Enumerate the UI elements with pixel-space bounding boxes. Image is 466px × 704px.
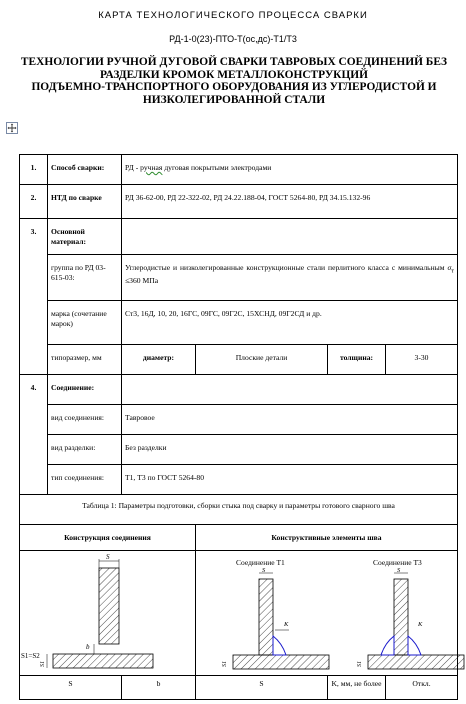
row-value: РД 36-62-00, РД 22-322-02, РД 24.22.188-04, ГОСТ 5264-80, РД 34.15.132-96	[122, 185, 458, 219]
row-value: РД - ручная дуговая покрытыми электродами	[122, 155, 458, 185]
title-line-2: РАЗДЕЛКИ КРОМОК МЕТАЛЛОКОНСТРУКЦИЙ	[99, 68, 369, 81]
row-material-size	[20, 345, 458, 375]
table1-figures-row	[20, 551, 458, 676]
row-material-grade	[20, 301, 458, 345]
param-tolerance: Откл.	[386, 676, 458, 700]
weld-elements-diagram	[196, 551, 466, 675]
title-line-3: ПОДЪЕМНО-ТРАНСПОРТНОГО ОБОРУДОВАНИЯ ИЗ УГЛЕРОДИСТОЙ И	[31, 81, 437, 93]
sub-value: Тавровое	[122, 405, 458, 435]
row-material-group	[20, 255, 458, 301]
row-standards	[20, 185, 458, 219]
sub-value: Т1, Т3 по ГОСТ 5264-80	[122, 465, 458, 495]
document-code: РД-1-0(23)-ПТО-Т(ос,дс)-Т1/Т3	[169, 34, 297, 44]
param-s2: S	[196, 676, 328, 700]
row-number: 4.	[20, 375, 48, 495]
col-weld-elements: Конструктивные элементы шва	[196, 525, 458, 551]
diameter-label: диаметр:	[122, 345, 196, 375]
table1-caption: Таблица 1: Параметры подготовки, сборки стыка под сварку и параметры готового сварного шва	[20, 495, 458, 525]
param-s: S	[20, 676, 122, 700]
row-number: 1.	[20, 155, 48, 185]
move-anchor-icon[interactable]	[6, 122, 18, 134]
row-joint	[20, 375, 458, 405]
t1-s1-label: S1	[222, 661, 228, 667]
sub-label: типоразмер, мм	[48, 345, 122, 375]
t3-k-label: K	[418, 621, 423, 628]
thickness-label: толщина:	[328, 345, 386, 375]
thickness-value: 3-30	[386, 345, 458, 375]
joint-t1-title: Соединение Т1	[236, 558, 285, 567]
row-label: Способ сварки:	[48, 155, 122, 185]
tee-joint-diagram	[20, 551, 183, 675]
row-number: 3.	[20, 219, 48, 375]
document-title	[14, 56, 454, 106]
row-welding-method	[20, 155, 458, 185]
param-k: K, мм, не более	[328, 676, 386, 700]
row-base-material	[20, 219, 458, 255]
table1-header-row	[20, 525, 458, 551]
t1-s-label: S	[262, 567, 266, 574]
sub-label: группа по РД 03-615-03:	[48, 255, 122, 301]
sub-label: тип соединения:	[48, 465, 122, 495]
t1-k-label: K	[284, 621, 289, 628]
diameter-value: Плоские детали	[196, 345, 328, 375]
row-label: Соединение:	[48, 375, 122, 405]
title-line-4: НИЗКОЛЕГИРОВАННОЙ СТАЛИ	[142, 93, 326, 106]
dim-b-label: b	[86, 643, 90, 651]
figure-weld-elements-cell	[196, 551, 458, 676]
dim-s1-label: S1	[40, 661, 46, 667]
row-label: НТД по сварке	[48, 185, 122, 219]
row-groove-type	[20, 435, 458, 465]
s1-equals-s2-note: S1=S2	[21, 652, 40, 660]
sub-label: марка (сочетание марок)	[48, 301, 122, 345]
card-title: КАРТА ТЕХНОЛОГИЧЕСКОГО ПРОЦЕССА СВАРКИ	[98, 10, 368, 21]
sub-value: Углеродистые и низколегированные конструкционные стали перлитного класса с минимальным $\sigma_т \le 360$ МПа	[122, 255, 458, 301]
t3-s-label: S	[397, 567, 401, 574]
process-card-table	[19, 154, 458, 700]
sub-label: вид разделки:	[48, 435, 122, 465]
param-b: b	[122, 676, 196, 700]
t3-s1-label: S1	[357, 661, 363, 667]
table1-caption-row	[20, 495, 458, 525]
sub-label: вид соединения:	[48, 405, 122, 435]
joint-t3-title: Соединение Т3	[373, 558, 422, 567]
figure-construction-cell	[20, 551, 196, 676]
table1-params-row	[20, 676, 458, 700]
row-joint-type	[20, 405, 458, 435]
sub-value: Ст3, 16Д, 10, 20, 16ГС, 09ГС, 09Г2С, 15ХСНД, 09Г2СД и др.	[122, 301, 458, 345]
row-number: 2.	[20, 185, 48, 219]
row-label: Основной материал:	[48, 219, 122, 255]
sub-value: Без разделки	[122, 435, 458, 465]
row-joint-designation	[20, 465, 458, 495]
dim-s-label: S	[106, 553, 110, 561]
col-construction: Конструкция соединения	[20, 525, 196, 551]
title-line-1: ТЕХНОЛОГИИ РУЧНОЙ ДУГОВОЙ СВАРКИ ТАВРОВЫХ СОЕДИНЕНИЙ БЕЗ	[20, 56, 448, 68]
